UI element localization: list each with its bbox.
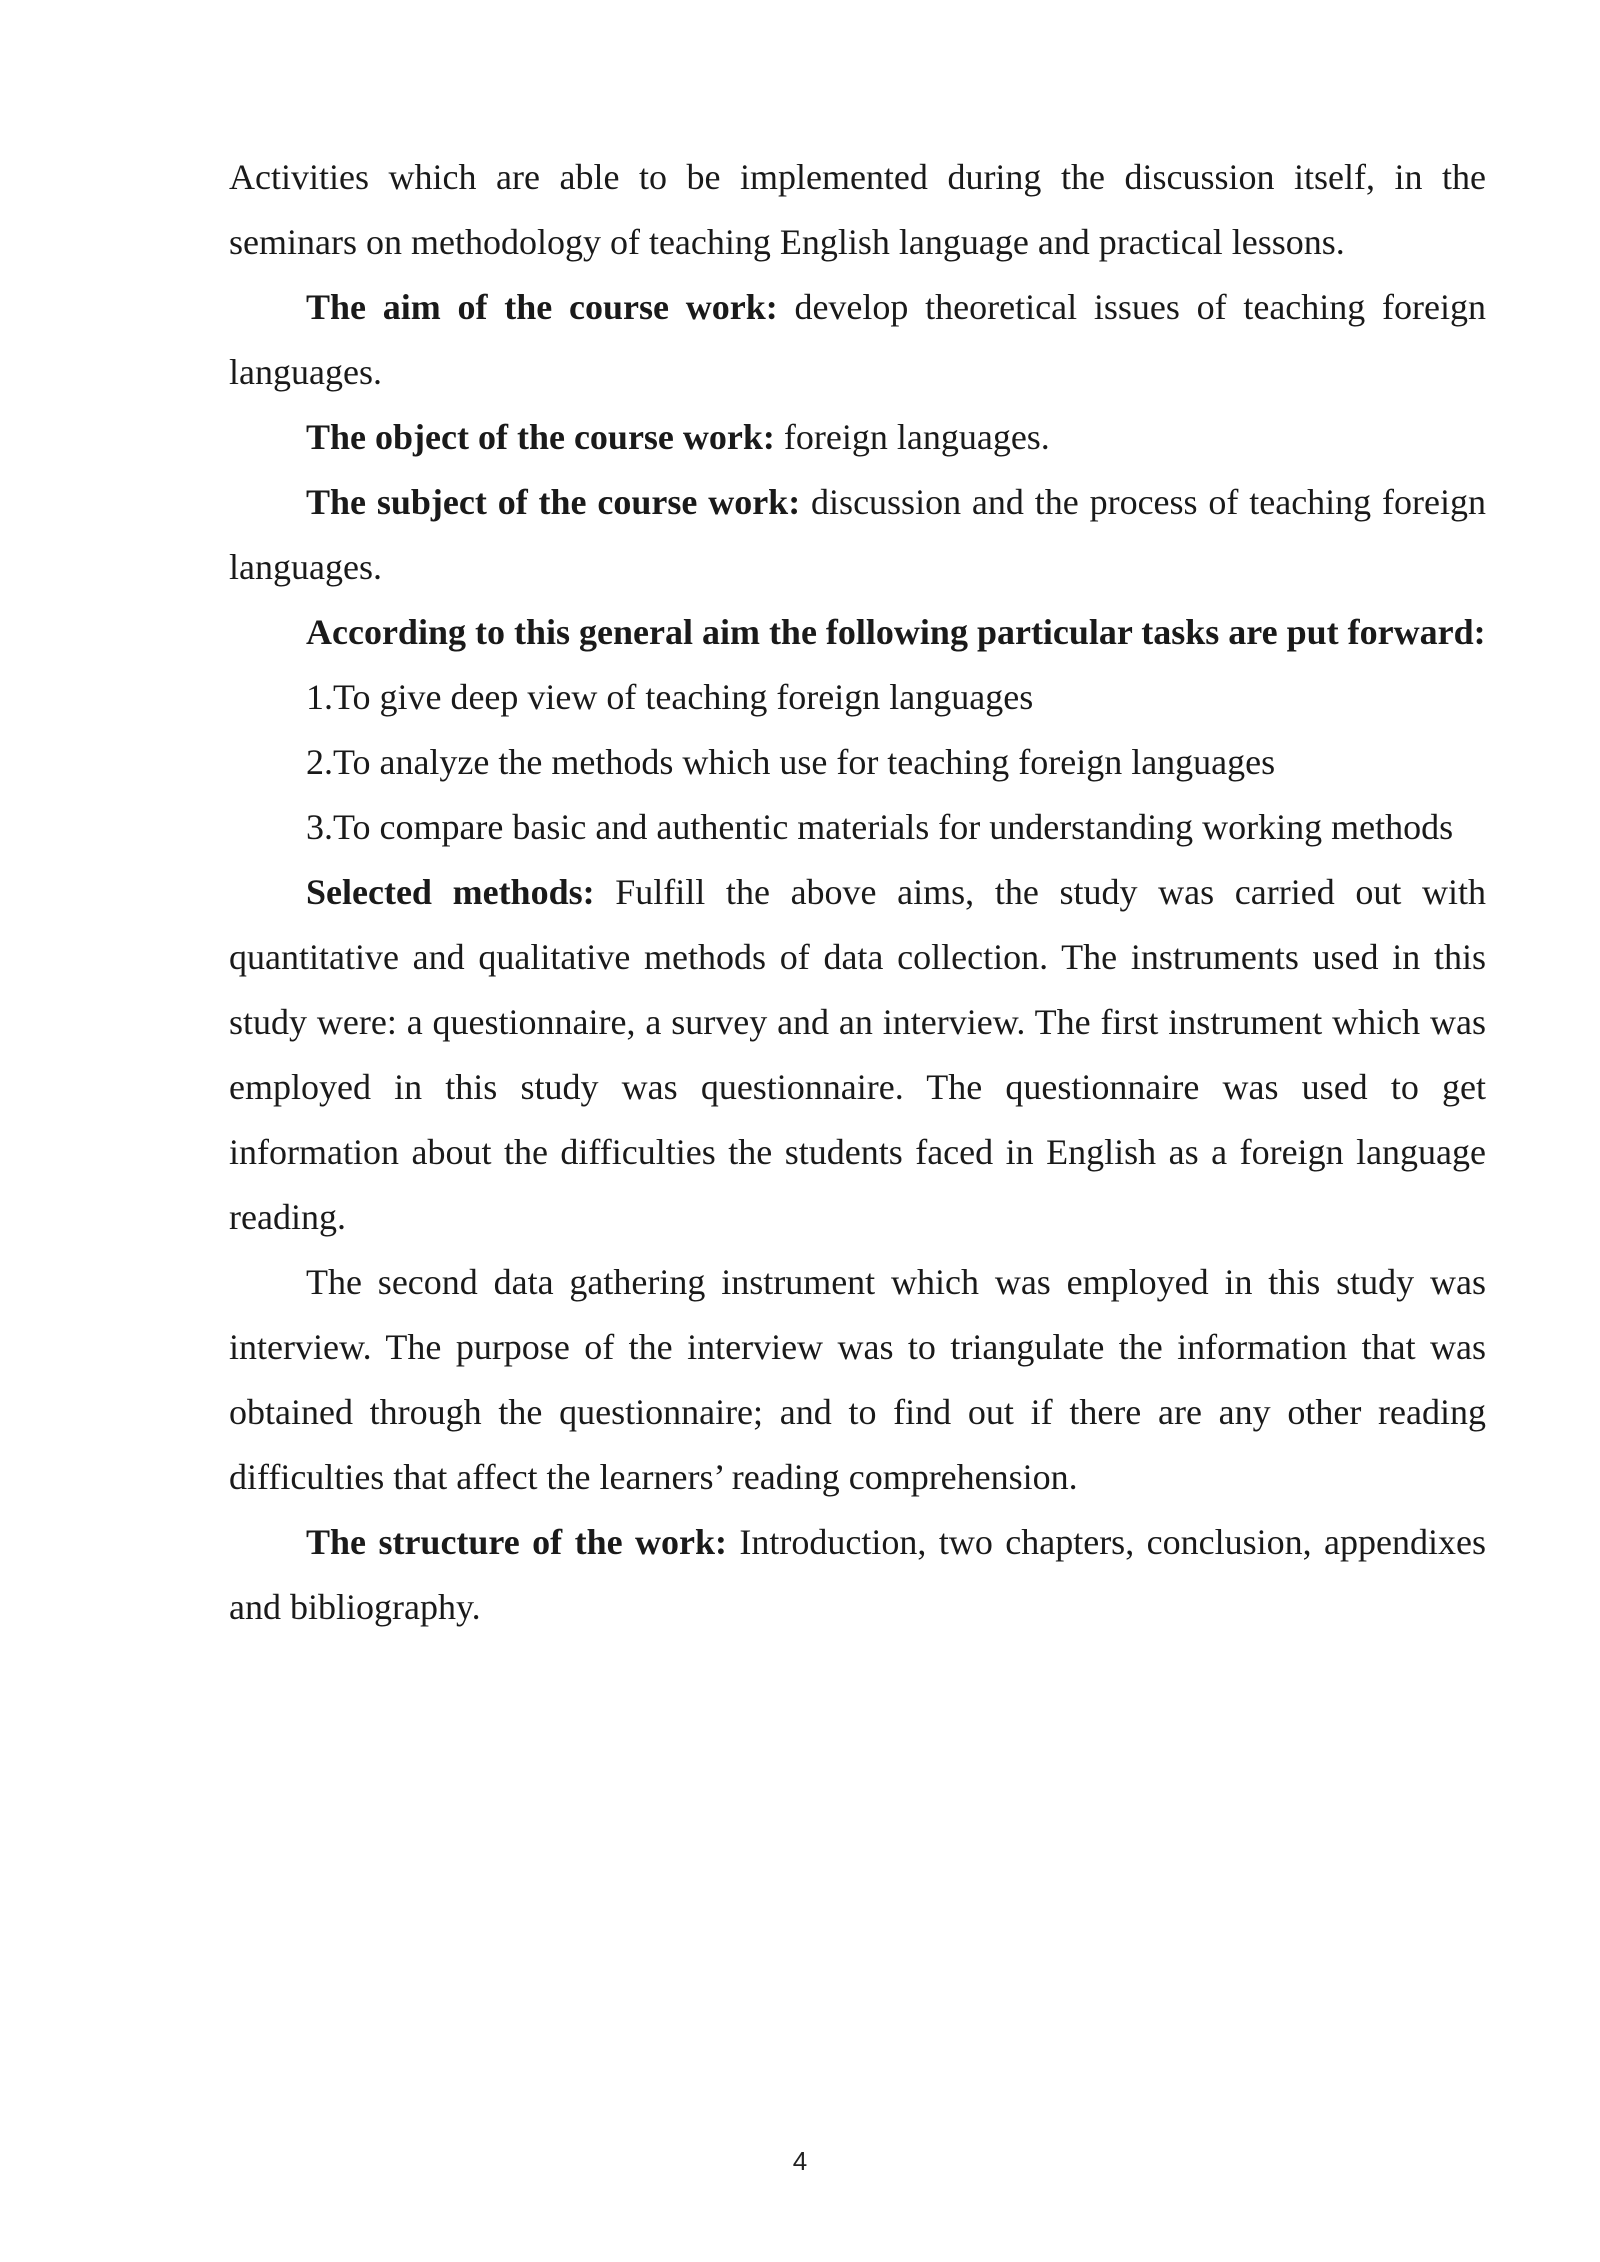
methods-label: Selected methods: xyxy=(306,872,595,912)
structure-paragraph xyxy=(229,1510,1486,1640)
intro-text: Activities which are able to be implemented during the discussion itself, in the seminars on methodology of teaching English language and practical lessons. xyxy=(229,157,1486,262)
aim-label: The aim of the course work: xyxy=(306,287,778,327)
structure-label: The structure of the work: xyxy=(306,1522,727,1562)
subject-text: discussion and the process of teaching foreign languages. xyxy=(229,482,1486,587)
methods-paragraph xyxy=(229,860,1486,1250)
task-item-1: 1.To give deep view of teaching foreign languages xyxy=(306,677,1034,717)
tasks-heading-paragraph xyxy=(229,600,1486,665)
subject-paragraph xyxy=(229,470,1486,600)
object-text: foreign languages. xyxy=(774,417,1050,457)
second-instrument-paragraph: The second data gathering instrument which was employed in this study was interview. The purpose of the interview was to triangulate the information that was obtained through the questionnaire; and to find out if there are any other reading difficulties that affect the learners’ reading comprehension. xyxy=(229,1262,1486,1497)
methods-text: Fulfill the above aims, the study was carried out with quantitative and qualitative methods of data collection. The instruments used in this study were: a questionnaire, a survey and an interview. The first instrument which was employed in this study was questionnaire. The questionnaire was used to get information about the difficulties the students faced in English as a foreign language reading. xyxy=(229,872,1487,1237)
intro-paragraph xyxy=(229,145,1486,275)
task-item-2: 2.To analyze the methods which use for teaching foreign languages xyxy=(306,742,1276,782)
object-label: The object of the course work: xyxy=(306,417,775,457)
body-text xyxy=(229,145,1486,1640)
structure-text: Introduction, two chapters, conclusion, appendixes and bibliography. xyxy=(229,1522,1486,1627)
task-item-3: 3.To compare basic and authentic materials for understanding working methods xyxy=(306,807,1454,847)
aim-text: develop theoretical issues of teaching foreign languages. xyxy=(229,287,1486,392)
object-paragraph xyxy=(229,405,1486,470)
tasks-heading: According to this general aim the following particular tasks are put forward: xyxy=(306,612,1486,652)
page-number: 4 xyxy=(792,2146,808,2176)
subject-label: The subject of the course work: xyxy=(306,482,801,522)
aim-paragraph xyxy=(229,275,1486,405)
